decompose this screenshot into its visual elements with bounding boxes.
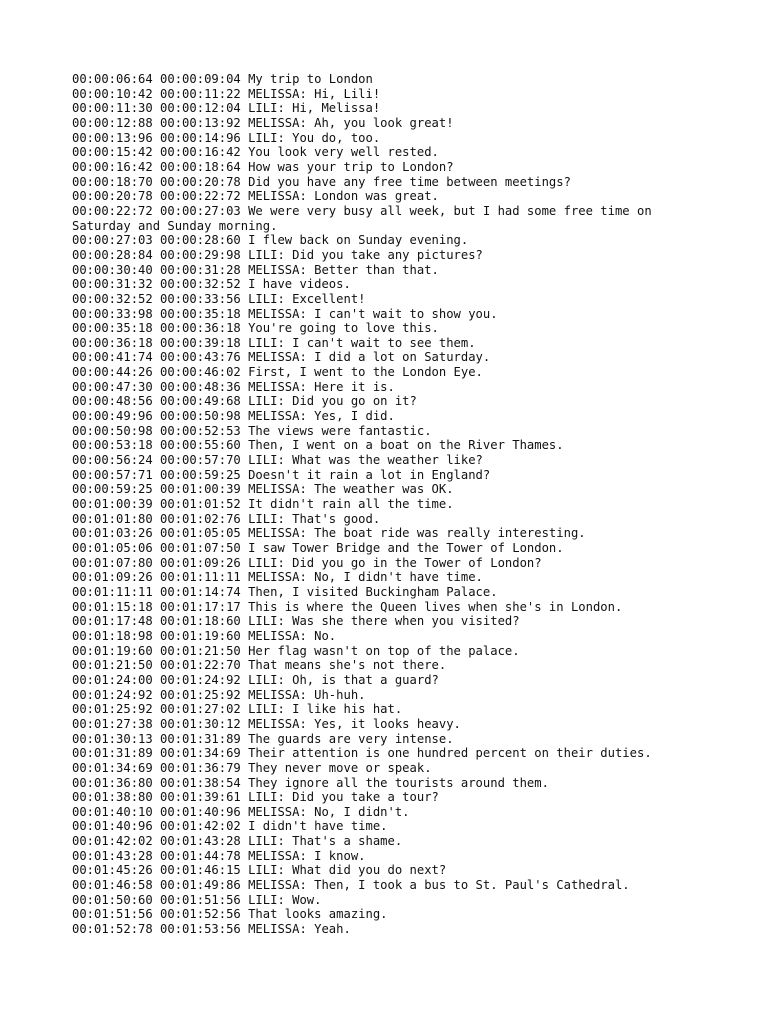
transcript-line: 00:00:16:42 00:00:18:64 How was your trip to London? [72,159,454,174]
transcript-line: 00:01:34:69 00:01:36:79 They never move or speak. [72,760,432,775]
transcript-line: 00:00:18:70 00:00:20:78 Did you have any free time between meetings? [72,174,571,189]
transcript-line: 00:01:03:26 00:01:05:05 MELISSA: The boat ride was really interesting. [72,526,586,541]
transcript-line: 00:01:46:58 00:01:49:86 MELISSA: Then, I took a bus to St. Paul's Cathedral. [72,878,630,893]
transcript-line: 00:00:41:74 00:00:43:76 MELISSA: I did a lot on Saturday. [72,350,491,365]
transcript-line: 00:01:38:80 00:01:39:61 LILI: Did you take a tour? [72,790,439,805]
transcript-line: 00:01:21:50 00:01:22:70 That means she's not there. [72,658,447,673]
transcript-line: 00:01:05:06 00:01:07:50 I saw Tower Bridge and the Tower of London. [72,541,564,555]
transcript-line: 00:00:33:98 00:00:35:18 MELISSA: I can't wait to show you. [72,306,498,321]
transcript-line: 00:00:49:96 00:00:50:98 MELISSA: Yes, I did. [72,409,395,424]
transcript-line: 00:01:40:96 00:01:42:02 I didn't have time. [72,819,388,834]
transcript-line: 00:01:50:60 00:01:51:56 LILI: Wow. [72,892,322,907]
transcript-line: 00:00:56:24 00:00:57:70 LILI: What was the weather like? [72,453,483,468]
transcript-line: 00:00:22:72 00:00:27:03 We were very busy all week, but I had some free time on Saturday and Sunday morning. [72,203,660,233]
transcript-line: 00:00:10:42 00:00:11:22 MELISSA: Hi, Lili! [72,86,381,101]
transcript-line: 00:01:25:92 00:01:27:02 LILI: I like his hat. [72,702,403,717]
transcript-line: 00:00:30:40 00:00:31:28 MELISSA: Better than that. [72,262,439,277]
transcript-line: 00:00:28:84 00:00:29:98 LILI: Did you take any pictures? [72,247,483,262]
transcript-line: 00:01:17:48 00:01:18:60 LILI: Was she there when you visited? [72,614,520,629]
transcript-line: 00:00:48:56 00:00:49:68 LILI: Did you go on it? [72,394,417,409]
transcript-line: 00:01:30:13 00:01:31:89 The guards are very intense. [72,731,454,746]
transcript-line: 00:00:53:18 00:00:55:60 Then, I went on a boat on the River Thames. [72,438,564,453]
transcript-line: 00:00:15:42 00:00:16:42 You look very well rested. [72,145,439,160]
transcript-document [72,72,672,937]
transcript-line: 00:01:00:39 00:01:01:52 It didn't rain all the time. [72,497,454,512]
transcript-line: 00:01:09:26 00:01:11:11 MELISSA: No, I didn't have time. [72,570,483,585]
transcript-line: 00:00:31:32 00:00:32:52 I have videos. [72,277,351,292]
transcript-line: 00:00:50:98 00:00:52:53 The views were fantastic. [72,423,432,438]
transcript-line: 00:00:35:18 00:00:36:18 You're going to love this. [72,321,439,336]
transcript-line: 00:01:19:60 00:01:21:50 Her flag wasn't on top of the palace. [72,643,520,658]
transcript-line: 00:01:43:28 00:01:44:78 MELISSA: I know. [72,848,366,863]
transcript-line: 00:01:51:56 00:01:52:56 That looks amazing. [72,907,388,922]
transcript-line: 00:01:18:98 00:01:19:60 MELISSA: No. [72,628,337,643]
transcript-line: 00:01:31:89 00:01:34:69 Their attention is one hundred percent on their duties. [72,746,652,761]
transcript-line: 00:00:13:96 00:00:14:96 LILI: You do, too. [72,130,381,145]
transcript-line: 00:00:57:71 00:00:59:25 Doesn't it rain a lot in England? [72,467,491,482]
transcript-line: 00:00:12:88 00:00:13:92 MELISSA: Ah, you look great! [72,115,454,130]
transcript-line: 00:01:24:92 00:01:25:92 MELISSA: Uh-huh. [72,687,366,702]
transcript-line: 00:00:44:26 00:00:46:02 First, I went to the London Eye. [72,365,483,380]
transcript-line: 00:01:07:80 00:01:09:26 LILI: Did you go in the Tower of London? [72,555,542,570]
transcript-line: 00:00:20:78 00:00:22:72 MELISSA: London was great. [72,189,439,204]
transcript-line: 00:00:32:52 00:00:33:56 LILI: Excellent! [72,291,366,306]
transcript-line: 00:01:42:02 00:01:43:28 LILI: That's a shame. [72,834,403,849]
transcript-line: 00:00:47:30 00:00:48:36 MELISSA: Here it is. [72,379,395,394]
transcript-line: 00:01:45:26 00:01:46:15 LILI: What did you do next? [72,863,447,878]
transcript-line: 00:00:11:30 00:00:12:04 LILI: Hi, Melissa! [72,101,381,116]
transcript-line: 00:00:06:64 00:00:09:04 My trip to London [72,72,373,86]
transcript-line: 00:01:24:00 00:01:24:92 LILI: Oh, is that a guard? [72,672,439,687]
transcript-line: 00:01:01:80 00:01:02:76 LILI: That's good. [72,511,381,526]
transcript-line: 00:01:15:18 00:01:17:17 This is where the Queen lives when she's in London. [72,599,623,614]
transcript-line: 00:01:40:10 00:01:40:96 MELISSA: No, I didn't. [72,804,410,819]
transcript-line: 00:01:11:11 00:01:14:74 Then, I visited Buckingham Palace. [72,584,498,599]
transcript-line: 00:00:59:25 00:01:00:39 MELISSA: The weather was OK. [72,482,454,497]
transcript-line: 00:01:36:80 00:01:38:54 They ignore all the tourists around them. [72,775,549,790]
transcript-line: 00:01:52:78 00:01:53:56 MELISSA: Yeah. [72,922,351,937]
transcript-line: 00:01:27:38 00:01:30:12 MELISSA: Yes, it looks heavy. [72,716,461,731]
transcript-line: 00:00:27:03 00:00:28:60 I flew back on Sunday evening. [72,233,469,248]
transcript-line: 00:00:36:18 00:00:39:18 LILI: I can't wait to see them. [72,335,476,350]
